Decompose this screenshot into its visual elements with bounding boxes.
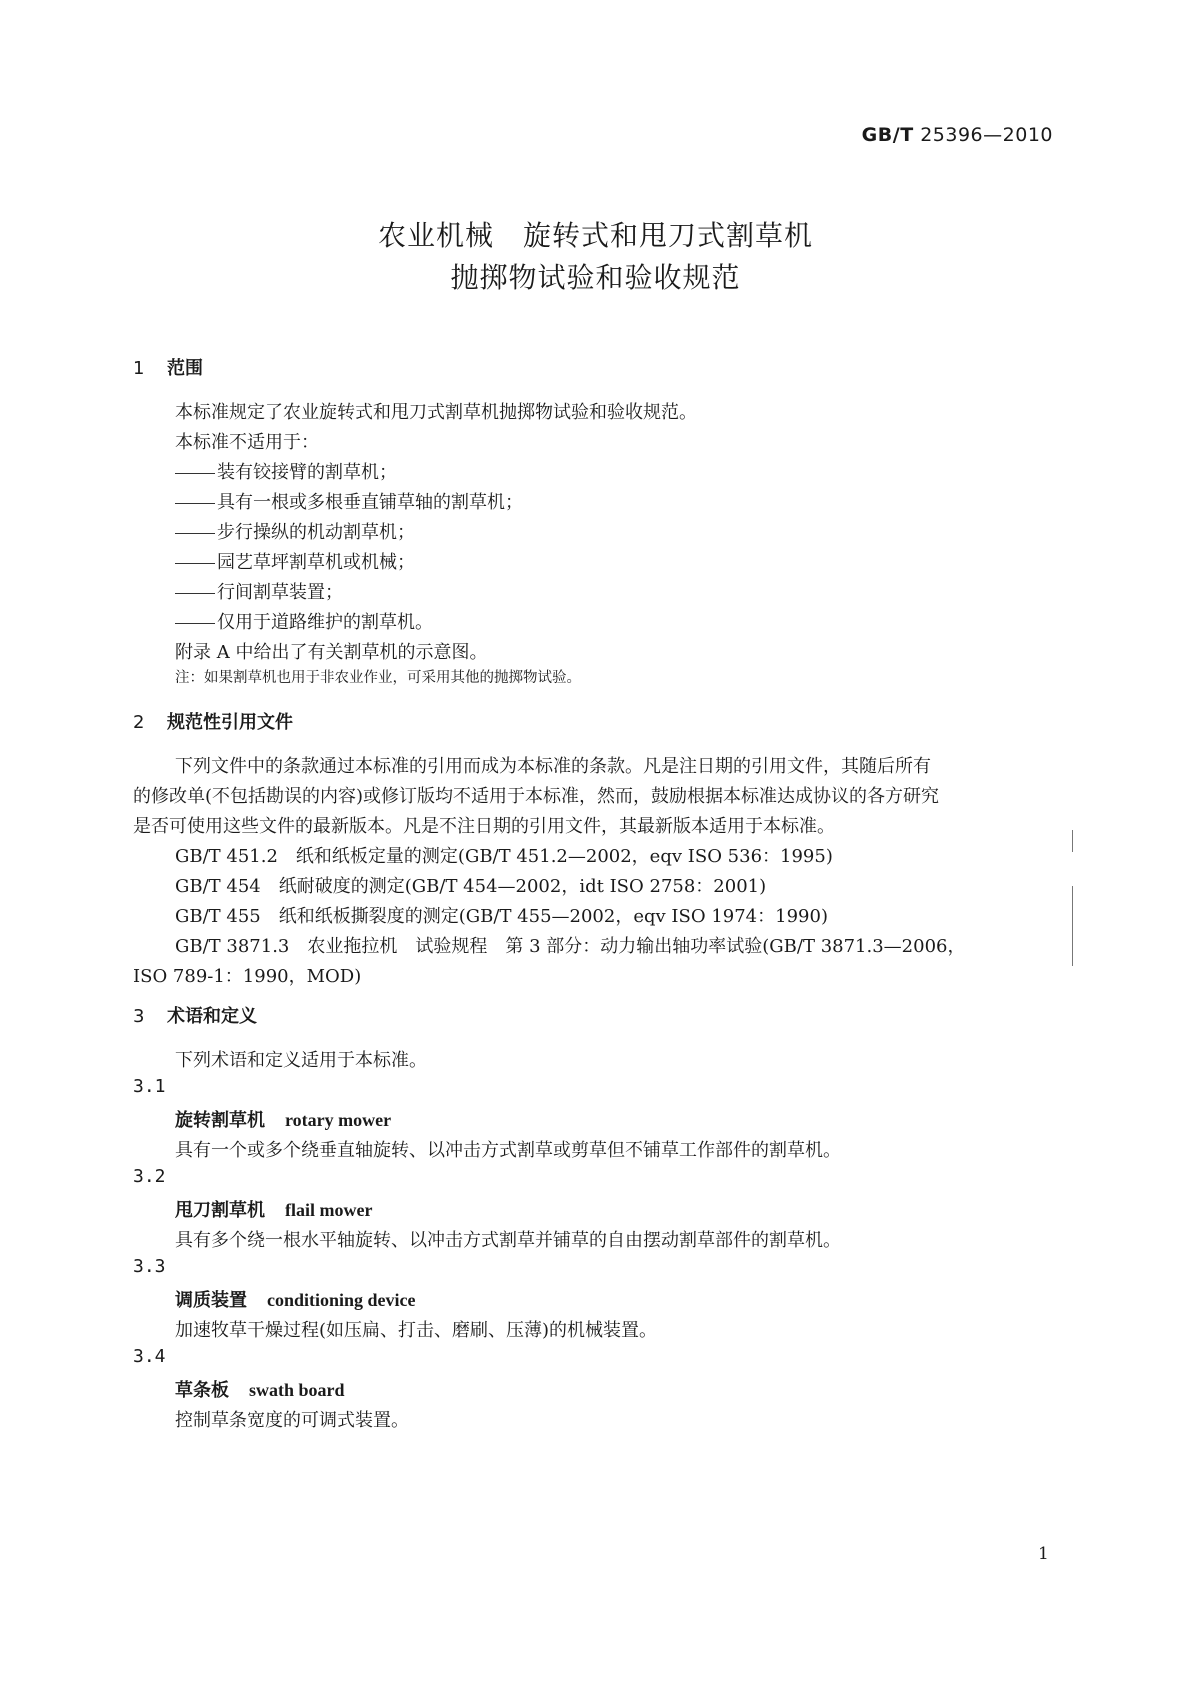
section-title: 术语和定义 <box>167 1006 257 1027</box>
term-en: conditioning device <box>267 1290 416 1310</box>
reference-entry: GB/T 3871.3 农业拖拉机 试验规程 第 3 部分：动力输出轴功率试验(GB/T 3871.3—2006， <box>175 936 966 957</box>
section-number: 1 <box>133 358 145 379</box>
list-item-text: 园艺草坪割草机或机械； <box>217 552 415 573</box>
scope-exclusion-intro: 本标准不适用于： <box>175 432 319 453</box>
reference-entry: GB/T 454 纸耐破度的测定(GB/T 454—2002，idt ISO 2758：2001) <box>175 876 767 897</box>
section-number: 2 <box>133 712 145 733</box>
term-definition: 具有多个绕一根水平轴旋转、以冲击方式割草并铺草的自由摆动割草部件的割草机。 <box>175 1230 841 1251</box>
term-en: swath board <box>249 1380 345 1400</box>
standard-code-prefix: GB/T <box>861 124 914 146</box>
section-1-heading <box>133 354 203 380</box>
document-title-line1: 农业机械 旋转式和甩刀式割草机 <box>377 219 813 252</box>
standard-code-number: 25396—2010 <box>920 124 1053 146</box>
section-3-heading <box>133 1002 257 1028</box>
term-number: 3.3 <box>133 1256 166 1277</box>
term-en: rotary mower <box>285 1110 392 1130</box>
term-zh: 甩刀割草机 <box>175 1200 265 1221</box>
reference-entry-continued: ISO 789-1：1990，MOD) <box>133 966 362 987</box>
term-definition: 控制草条宽度的可调式装置。 <box>175 1410 409 1431</box>
standard-code <box>862 124 1053 146</box>
reference-entry: GB/T 455 纸和纸板撕裂度的测定(GB/T 455—2002，eqv ISO 1974：1990) <box>175 906 828 927</box>
list-item <box>175 578 343 604</box>
term-definition: 加速牧草干燥过程(如压扁、打击、磨刷、压薄)的机械装置。 <box>175 1320 658 1341</box>
list-item-text: 装有铰接臂的割草机； <box>217 462 397 483</box>
list-item-text: 仅用于道路维护的割草机。 <box>217 612 433 633</box>
dash-marker <box>175 593 215 594</box>
dash-marker <box>175 623 215 624</box>
scope-note: 注：如果割草机也用于非农业作业，可采用其他的抛掷物试验。 <box>175 670 581 686</box>
terms-intro: 下列术语和定义适用于本标准。 <box>175 1050 427 1071</box>
term-heading <box>175 1196 372 1222</box>
list-item-text: 行间割草装置； <box>217 582 343 603</box>
refs-intro-line: 是否可使用这些文件的最新版本。凡是不注日期的引用文件，其最新版本适用于本标准。 <box>133 816 835 837</box>
term-number: 3.2 <box>133 1166 166 1187</box>
dash-marker <box>175 563 215 564</box>
dash-marker <box>175 473 215 474</box>
scope-paragraph: 本标准规定了农业旋转式和甩刀式割草机抛掷物试验和验收规范。 <box>175 402 697 423</box>
list-item <box>175 548 415 574</box>
term-heading <box>175 1376 345 1402</box>
refs-intro-line: 下列文件中的条款通过本标准的引用而成为本标准的条款。凡是注日期的引用文件，其随后所有 <box>175 756 931 777</box>
term-number: 3.4 <box>133 1346 166 1367</box>
term-heading <box>175 1286 416 1312</box>
section-title: 规范性引用文件 <box>167 712 293 733</box>
term-zh: 旋转割草机 <box>175 1110 265 1131</box>
document-title-line2: 抛掷物试验和验收规范 <box>450 261 741 294</box>
term-heading <box>175 1106 391 1132</box>
term-en: flail mower <box>285 1200 373 1220</box>
annex-reference: 附录 A 中给出了有关割草机的示意图。 <box>175 642 488 663</box>
dash-marker <box>175 533 215 534</box>
revision-mark <box>1072 830 1073 852</box>
list-item-text: 具有一根或多根垂直铺草轴的割草机； <box>217 492 523 513</box>
section-title: 范围 <box>167 358 203 379</box>
list-item <box>175 458 397 484</box>
dash-marker <box>175 503 215 504</box>
term-definition: 具有一个或多个绕垂直轴旋转、以冲击方式割草或剪草但不铺草工作部件的割草机。 <box>175 1140 841 1161</box>
revision-mark <box>1072 886 1073 966</box>
list-item-text: 步行操纵的机动割草机； <box>217 522 415 543</box>
term-zh: 调质装置 <box>175 1290 247 1311</box>
section-2-heading <box>133 708 293 734</box>
list-item <box>175 518 415 544</box>
page-number: 1 <box>1038 1544 1049 1564</box>
list-item <box>175 608 433 634</box>
list-item <box>175 488 523 514</box>
reference-entry: GB/T 451.2 纸和纸板定量的测定(GB/T 451.2—2002，eqv ISO 536：1995) <box>175 846 833 867</box>
term-zh: 草条板 <box>175 1380 229 1401</box>
term-number: 3.1 <box>133 1076 166 1097</box>
refs-intro-line: 的修改单(不包括勘误的内容)或修订版均不适用于本标准，然而，鼓励根据本标准达成协议的各方研究 <box>133 786 940 807</box>
section-number: 3 <box>133 1006 145 1027</box>
